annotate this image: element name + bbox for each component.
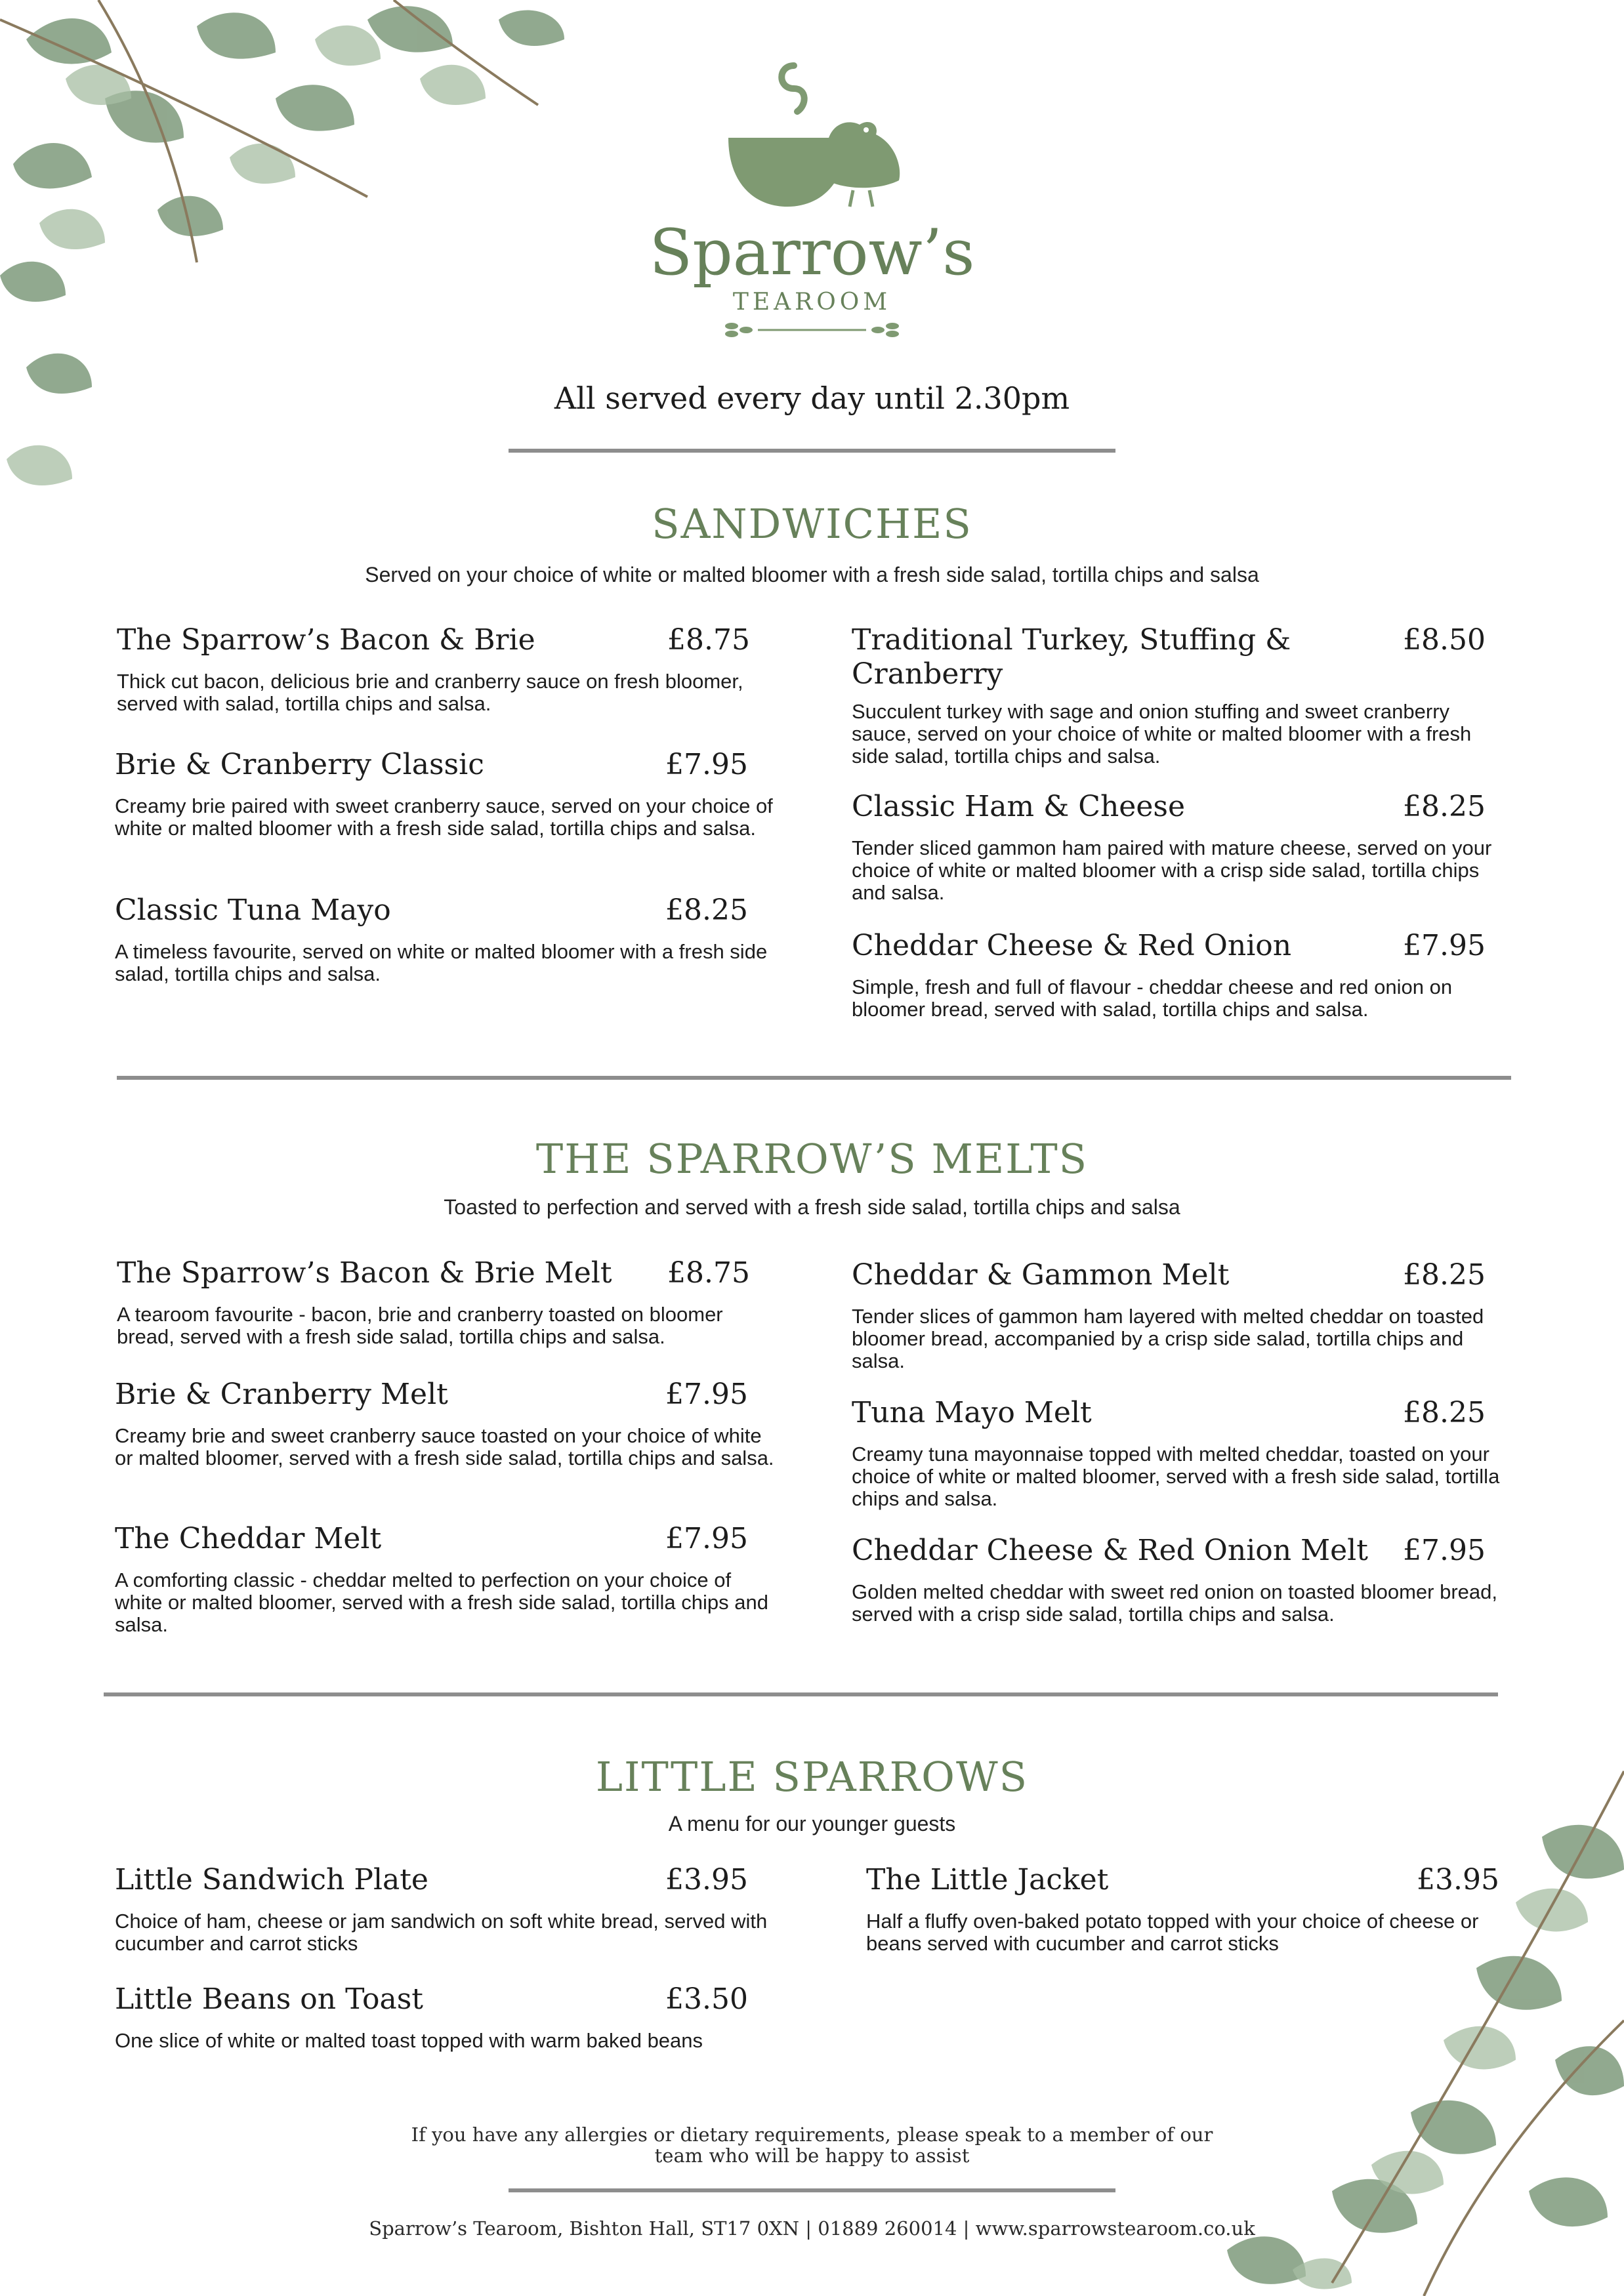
section-divider (104, 1692, 1498, 1696)
item-price: £8.25 (1403, 790, 1486, 823)
item-description: Creamy brie and sweet cranberry sauce toasted on your choice of white or malted bloomer, served with a fresh side salad, tortilla chips and salsa. (115, 1424, 774, 1469)
item-name: Classic Ham & Cheese (852, 790, 1185, 823)
item-description: Half a fluffy oven-baked potato topped with your choice of cheese or beans served with cucumber and carrot sticks (866, 1910, 1479, 1955)
melts-subtitle: Toasted to perfection and served with a fresh side salad, tortilla chips and salsa (444, 1195, 1180, 1219)
item-description: A timeless favourite, served on white or malted bloomer with a fresh side salad, tortilla chips and salsa. (115, 940, 768, 985)
item-description: Tender slices of gammon ham layered with melted cheddar on toasted bloomer bread, accompanied by a crisp side salad, tortilla chips and salsa. (852, 1305, 1484, 1372)
item-description: Golden melted cheddar with sweet red onion on toasted bloomer bread, served with a crisp side salad, tortilla chips and salsa. (852, 1580, 1497, 1626)
item-name: Brie & Cranberry Classic (115, 748, 484, 781)
section-divider (117, 1076, 1511, 1080)
item-price: £8.25 (1403, 1396, 1486, 1429)
item-price: £3.50 (665, 1982, 748, 2016)
item-name: The Cheddar Melt (115, 1522, 382, 1555)
item-price: £3.95 (1417, 1863, 1499, 1896)
item-name: The Little Jacket (866, 1863, 1109, 1896)
item-description: A tearoom favourite - bacon, brie and cranberry toasted on bloomer bread, served with a fresh side salad, tortilla chips and salsa. (117, 1303, 723, 1348)
item-name: Cheddar Cheese & Red Onion (852, 929, 1292, 962)
item-price: £7.95 (665, 1522, 748, 1555)
teacup-bird-logo (715, 52, 912, 210)
little-sparrows-subtitle: A menu for our younger guests (668, 1812, 956, 1835)
brand-subtitle: TEAROOM (732, 289, 892, 316)
contact-line: Sparrow’s Tearoom, Bishton Hall, ST17 0XN | 01889 260014 | www.sparrowstearoom.co.uk (369, 2217, 1255, 2240)
item-description: One slice of white or malted toast topped with warm baked beans (115, 2029, 703, 2052)
item-description: A comforting classic - cheddar melted to perfection on your choice of white or malted bloomer, served with a fresh side salad, tortilla chips and salsa. (115, 1568, 768, 1636)
item-price: £8.25 (1403, 1258, 1486, 1292)
little-sparrows-title: LITTLE SPARROWS (595, 1753, 1029, 1801)
item-name: The Sparrow’s Bacon & Brie (117, 623, 535, 657)
laurel-divider-icon (718, 318, 906, 342)
item-name: Tuna Mayo Melt (852, 1396, 1092, 1429)
sandwiches-title: SANDWICHES (652, 500, 972, 548)
item-price: £7.95 (1403, 1534, 1486, 1567)
item-price: £3.95 (665, 1863, 748, 1896)
sandwiches-subtitle: Served on your choice of white or malted bloomer with a fresh side salad, tortilla chips and salsa (365, 563, 1259, 586)
item-name: The Sparrow’s Bacon & Brie Melt (117, 1256, 612, 1290)
item-name: Cheddar & Gammon Melt (852, 1258, 1230, 1292)
item-name: Little Beans on Toast (115, 1982, 423, 2016)
item-price: £8.75 (667, 623, 750, 657)
item-name: Cheddar Cheese & Red Onion Melt (852, 1534, 1368, 1567)
item-description: Tender sliced gammon ham paired with mature cheese, served on your choice of white or malted bloomer with a crisp side salad, tortilla chips and salsa. (852, 836, 1492, 904)
brand-name: Sparrow’s (649, 216, 975, 289)
item-price: £7.95 (665, 1378, 748, 1411)
header-divider (509, 449, 1115, 453)
item-price: £8.25 (665, 893, 748, 927)
served-note: All served every day until 2.30pm (554, 380, 1070, 416)
item-name: Brie & Cranberry Melt (115, 1378, 448, 1411)
item-name: Traditional Turkey, Stuffing & Cranberry (852, 623, 1291, 691)
item-description: Creamy tuna mayonnaise topped with melted cheddar, toasted on your choice of white or malted bloomer, served with a fresh side salad, tortilla chips and salsa. (852, 1443, 1500, 1510)
item-price: £8.50 (1403, 623, 1486, 657)
item-description: Succulent turkey with sage and onion stuffing and sweet cranberry sauce, served on your choice of white or malted bloomer with a fresh side salad, tortilla chips and salsa. (852, 700, 1472, 768)
item-description: Creamy brie paired with sweet cranberry sauce, served on your choice of white or malted bloomer with a fresh side salad, tortilla chips and salsa. (115, 794, 773, 840)
footer-divider (509, 2188, 1115, 2192)
item-price: £7.95 (665, 748, 748, 781)
item-price: £8.75 (667, 1256, 750, 1290)
item-description: Simple, fresh and full of flavour - cheddar cheese and red onion on bloomer bread, served with salad, tortilla chips and salsa. (852, 975, 1453, 1021)
item-name: Classic Tuna Mayo (115, 893, 391, 927)
item-description: Thick cut bacon, delicious brie and cranberry sauce on fresh bloomer, served with salad, tortilla chips and salsa. (117, 670, 743, 715)
item-name: Little Sandwich Plate (115, 1863, 428, 1896)
item-description: Choice of ham, cheese or jam sandwich on soft white bread, served with cucumber and carrot sticks (115, 1910, 768, 1955)
melts-title: THE SPARROW’S MELTS (535, 1135, 1089, 1183)
allergy-note: If you have any allergies or dietary requirements, please speak to a member of our team who will be happy to assist (411, 2123, 1213, 2167)
item-price: £7.95 (1403, 929, 1486, 962)
